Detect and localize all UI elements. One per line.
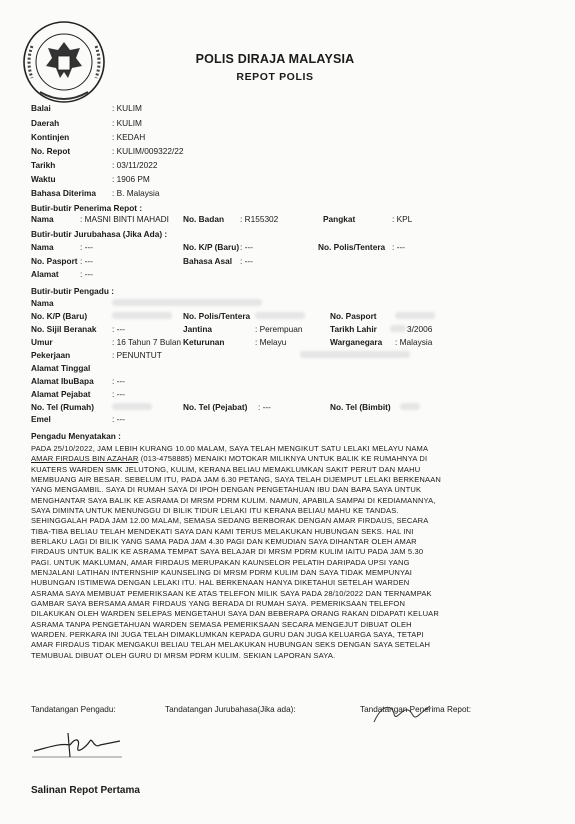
narrative-line: TEMUBUAL DIBUAT OLEH GURU DI MRSM PDRM KULIM. SEKIAN LAPORAN SAYA. — [31, 651, 336, 660]
label-kontinjen: Kontinjen — [31, 132, 70, 142]
narrative-line: BERLAKU LAGI DI BILIK YANG SAMA PADA JAM 4.30 PAGI DAN KEMUDIAN SAYA DIHANTAR OLEH AMAR — [31, 537, 417, 546]
pengadu-heading: Butir-butir Pengadu : — [31, 286, 114, 296]
label-tarikh: Tarikh — [31, 160, 56, 170]
value-bahasa-diterima: : B. Malaysia — [112, 188, 160, 198]
narrative-line: GAMBAR SAYA BERSAMA AMAR FIRDAUS YANG BERADA DI RUMAH SAYA. PEMERIKSAAN TELEFON — [31, 599, 406, 608]
redacted-nama — [112, 299, 262, 306]
jurubahasa-polis-label: No. Polis/Tentera — [318, 242, 386, 252]
jurubahasa-alamat-label: Alamat — [31, 269, 59, 279]
jurubahasa-kp-label: No. K/P (Baru) — [183, 242, 240, 252]
jurubahasa-alamat-value: : --- — [80, 269, 93, 279]
label-daerah: Daerah — [31, 118, 60, 128]
redacted-polis — [255, 312, 305, 319]
narrative-line: HUBUNGAN ISTIMEWA DENGAN LELAKI ITU. HAL BERKENAAN HANYA DIKETAHUI SETELAH WARDEN — [31, 578, 410, 587]
pengadu-emel-value: : --- — [112, 414, 125, 424]
pengadu-telpejabat-label: No. Tel (Pejabat) — [183, 402, 248, 412]
pengadu-keturunan-label: Keturunan — [183, 337, 225, 347]
penerima-pangkat-value: : KPL — [392, 214, 413, 224]
pengadu-nama-label: Nama — [31, 298, 54, 308]
narrative-line: FIRDAUS UNTUK BALIK KE ASRAMA TEMPAT SAYA BELAJAR DI MRSM PDRM KULIM IAITU PADA JAM 5.30 — [31, 547, 424, 556]
police-crest-icon — [18, 16, 110, 108]
pengadu-ibubapa-value: : --- — [112, 376, 125, 386]
value-no-repot: : KULIM/009322/22 — [112, 146, 184, 156]
narrative-line: AMAR FIRDAUS TIDAK MENGAKUI BELIAU TELAH MELAKUKAN HUBUNGAN SEKS DENGAN SAYA SETELAH — [31, 640, 431, 649]
pengadu-warga-value: : Malaysia — [395, 337, 433, 347]
pengadu-pejabat-label: Alamat Pejabat — [31, 389, 91, 399]
penerima-nama-value: : MASNI BINTI MAHADI — [80, 214, 169, 224]
penerima-pangkat-label: Pangkat — [323, 214, 356, 224]
narrative-line: ASRAMA SAYA MEMBUAT PEMERIKSAAN KE ATAS TELEFON MILIK SAYA PADA 28/10/2022 DAN TERNAMPAK — [31, 589, 432, 598]
narrative-line-1: PADA 25/10/2022, JAM LEBIH KURANG 10.00 MALAM, SAYA TELAH MENGIKUT SATU LELAKI MELAYU NAMA — [31, 444, 429, 453]
jurubahasa-pasport-label: No. Pasport — [31, 256, 78, 266]
page-subtitle: REPOT POLIS — [236, 71, 314, 83]
narrative-line: MENGHANTAR SAYA BALIK KE ASRAMA DI MRSM PDRM KULIM. NAMUN, APABILA SAMPAI DI KEDIAMANNYA, — [31, 496, 436, 505]
pengadu-keturunan-value: : Melayu — [255, 337, 287, 347]
pengadu-pejabat-value: : --- — [112, 389, 125, 399]
pengadu-ibubapa-label: Alamat IbuBapa — [31, 376, 94, 386]
jurubahasa-bahasa-label: Bahasa Asal — [183, 256, 233, 266]
pengadu-sijil-label: No. Sijil Beranak — [31, 324, 97, 334]
footer-label: Salinan Repot Pertama — [31, 785, 140, 796]
sig-penerima-label: Tandatangan Penerima Repot: — [360, 705, 472, 714]
redacted-telbimbit — [400, 403, 420, 410]
pengadu-kerja-label: Pekerjaan — [31, 350, 71, 360]
jurubahasa-pasport-value: : --- — [80, 256, 93, 266]
jurubahasa-bahasa-value: : --- — [240, 256, 253, 266]
narrative-line: PAGI. UNTUK MAKLUMAN, AMAR FIRDAUS MERUPAKAN KAUNSELOR PELATIH DARIPADA UPSI YANG — [31, 558, 410, 567]
pengadu-polis-label: No. Polis/Tentera — [183, 311, 251, 321]
narrative-line: DILAKUKAN OLEH WARDEN SELEPAS MENGETAHUI SAYA DAN BEBERAPA ORANG RAKAN DIDAPATI KELUAR — [31, 609, 439, 618]
narrative-line: SEHINGGALAH PADA JAM 12.00 MALAM, SEMASA SEDANG BERBORAK DENGAN AMAR FIRDAUS, SECARA — [31, 516, 429, 525]
narrative-line: ASRAMA TANPA PENGETAHUAN WARDEN SEMASA PEMERIKSAAN SECARA MENGEJUT DIBUAT OLEH — [31, 620, 412, 629]
jurubahasa-kp-value: : --- — [240, 242, 253, 252]
pengadu-umur-label: Umur — [31, 337, 53, 347]
penerima-nama-label: Nama — [31, 214, 54, 224]
narrative-line: KUATERS WARDEN SMK JELUTONG, KULIM, KERANA BELIAU MEMAKLUMKAN SAKIT PERUT DAN MAHU — [31, 465, 421, 474]
redacted-kp — [112, 312, 172, 319]
value-kontinjen: : KEDAH — [112, 132, 146, 142]
pengadu-sijil-value: : --- — [112, 324, 125, 334]
jurubahasa-polis-value: : --- — [392, 242, 405, 252]
value-tarikh: : 03/11/2022 — [112, 160, 158, 170]
pengadu-kerja-value: : PENUNTUT — [112, 350, 162, 360]
redacted-pasport — [395, 312, 435, 319]
narrative-line: TIBA-TIBA BELIAU TELAH MENDEKATI SAYA DAN KAMI TERUS MELAKUKAN HUBUNGAN SEKS. HAL INI — [31, 527, 414, 536]
redacted-telrumah — [112, 403, 152, 410]
pengadu-kp-label: No. K/P (Baru) — [31, 311, 88, 321]
redacted-lahir — [390, 325, 406, 332]
sig-pengadu-label: Tandatangan Pengadu: — [31, 705, 116, 714]
pengadu-emel-label: Emel — [31, 414, 51, 424]
complainant-signature — [30, 725, 125, 765]
label-balai: Balai — [31, 103, 51, 113]
value-waktu: : 1906 PM — [112, 174, 150, 184]
suspect-name: AMAR FIRDAUS BIN AZAHAR — [31, 454, 139, 463]
label-no-repot: No. Repot — [31, 146, 71, 156]
pengadu-tinggal-label: Alamat Tinggal — [31, 363, 91, 373]
pengadu-jantina-label: Jantina — [183, 324, 213, 334]
sig-jurubahasa-label: Tandatangan Jurubahasa(Jika ada): — [165, 705, 296, 714]
jurubahasa-nama-label: Nama — [31, 242, 54, 252]
pengadu-jantina-value: : Perempuan — [255, 324, 303, 334]
penerima-badan-value: : R155302 — [240, 214, 279, 224]
narrative-line: MEMBUANG AIR BESAR. SEBELUM ITU, PADA JAM 6.30 PETANG, SAYA TELAH DIJEMPUT LELAKI BERKENAAN — [31, 475, 441, 484]
narrative-line: SAYA DIMINTA UNTUK MENUNGGU DI BILIK TIDUR LELAKI ITU KERANA BELIAU MAHU KE TANDAS. — [31, 506, 399, 515]
page-title: POLIS DIRAJA MALAYSIA — [195, 52, 355, 66]
jurubahasa-nama-value: : --- — [80, 242, 93, 252]
pengadu-telrumah-label: No. Tel (Rumah) — [31, 402, 94, 412]
narrative-line: MENJALANI LATIHAN INTERNSHIP KAUNSELING DI MRSM PDRM KULIM DAN SAYA TIDAK MEMPUNYAI — [31, 568, 413, 577]
narrative-line: WARDEN. PERKARA INI JUGA TELAH DIMAKLUMKAN KEPADA GURU DAN JUGA KELUARGA SAYA, TETAPI — [31, 630, 424, 639]
pengadu-telpejabat-value: : --- — [258, 402, 271, 412]
pengadu-telbimbit-label: No. Tel (Bimbit) — [330, 402, 391, 412]
pengadu-umur-value: : 16 Tahun 7 Bulan — [112, 337, 182, 347]
pengadu-warga-label: Warganegara — [330, 337, 383, 347]
narrative-line-2: AMAR FIRDAUS BIN AZAHAR (013-4758885) MENAIKI MOTOKAR MILIKNYA UNTUK BALIK KE RUMAHNYA DI — [31, 454, 428, 463]
narrative-line: YANG MENGAMBIL. SAYA DI RUMAH SAYA DI IPOH DENGAN PENGETAHUAN IBU DAN BAPA SAYA UNTUK — [31, 485, 422, 494]
pengadu-lahir-value: 3/2006 — [407, 324, 433, 334]
pengadu-pasport-label: No. Pasport — [330, 311, 377, 321]
penerima-badan-label: No. Badan — [183, 214, 225, 224]
value-daerah: : KULIM — [112, 118, 142, 128]
label-waktu: Waktu — [31, 174, 56, 184]
penerima-heading: Butir-butir Penerima Repot : — [31, 203, 143, 213]
redacted-kerja — [300, 351, 410, 358]
receiver-signature — [368, 700, 438, 730]
value-balai: : KULIM — [112, 103, 142, 113]
pengadu-lahir-label: Tarikh Lahir — [330, 324, 377, 334]
narrative-heading: Pengadu Menyatakan : — [31, 431, 121, 441]
label-bahasa-diterima: Bahasa Diterima — [31, 188, 97, 198]
jurubahasa-heading: Butir-butir Jurubahasa (Jika Ada) : — [31, 229, 168, 239]
